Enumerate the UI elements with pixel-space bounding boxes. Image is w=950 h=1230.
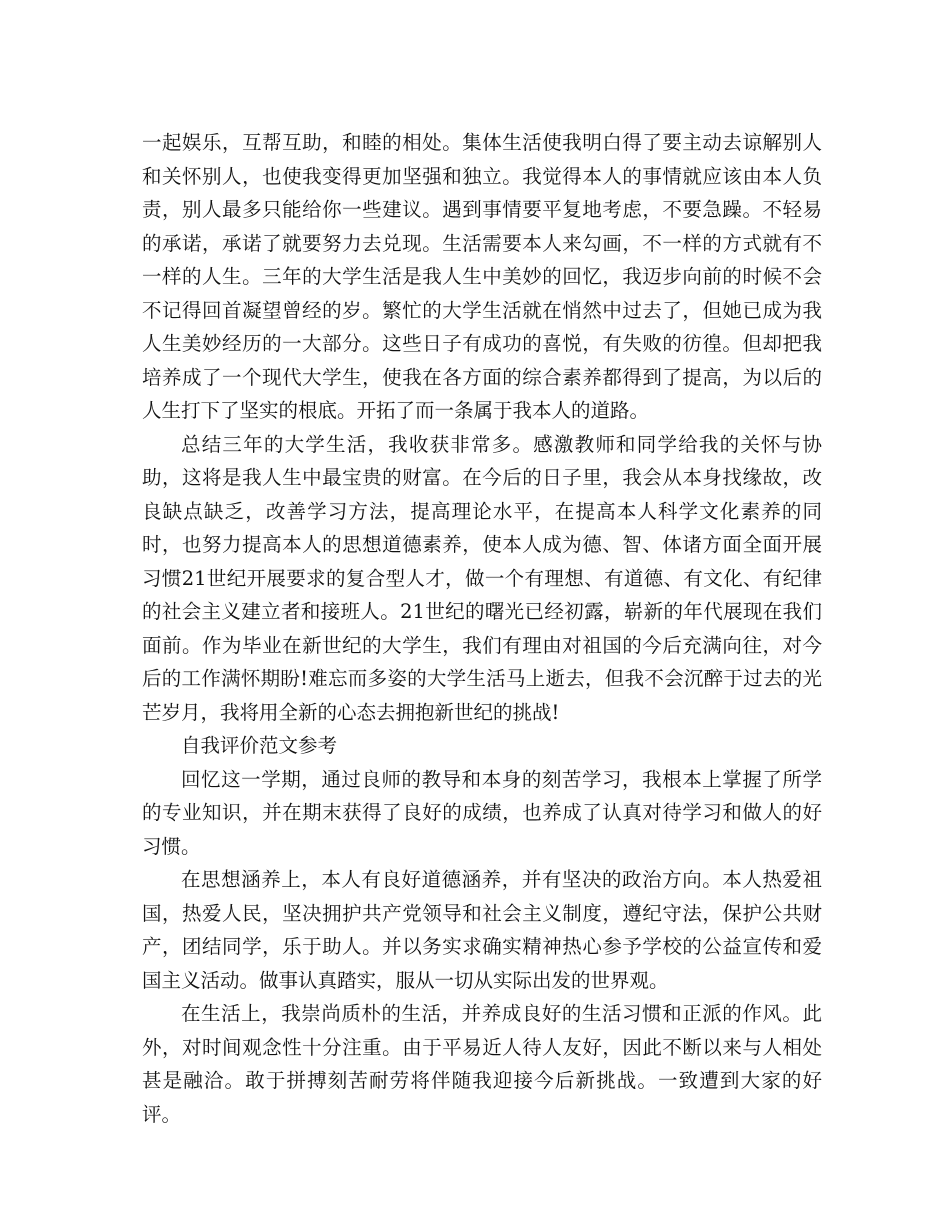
paragraph-campus-life: 一起娱乐，互帮互助，和睦的相处。集体生活使我明白得了要主动去谅解别人和关怀别人，也使我变得更加坚强和独立。我觉得本人的事情就应该由本人负责，别人最多只能给你一些建议。遇到事情要平复地考虑，不要急躁。不轻易的承诺，承诺了就要努力去兑现。生活需要本人来勾画，不一样的方式就有不一样的人生。三年的大学生活是我人生中美妙的回忆，我迈步向前的时候不会不记得回首凝望曾经的岁。繁忙的大学生活就在悄然中过去了，但她已成为我人生美妙经历的一大部分。这些日子有成功的喜悦，有失败的彷徨。但却把我培养成了一个现代大学生，使我在各方面的综合素养都得到了提高，为以后的人生打下了坚实的根底。开拓了而一条属于我本人的道路。	[142, 131, 822, 422]
document-body	[142, 126, 822, 1131]
section-heading: 自我评价范文参考	[181, 734, 338, 757]
paragraph-lifestyle: 在生活上，我崇尚质朴的生活，并养成良好的生活习惯和正派的作风。此外，对时间观念性十分注重。由于平易近人待人友好，因此不断以来与人相处甚是融洽。敢于拼搏刻苦耐劳将伴随我迎接今后新挑战。一致遭到大家的好评。	[142, 1002, 822, 1126]
paragraph-ideology: 在思想涵养上，本人有良好道德涵养，并有坚决的政治方向。本人热爱祖国，热爱人民，坚决拥护共产党领导和社会主义制度，遵纪守法，保护公共财产，团结同学，乐于助人。并以务实求确实精神热心参予学校的公益宣传和爱国主义活动。做事认真踏实，服从一切从实际出发的世界观。	[142, 868, 822, 992]
paragraph-summary: 总结三年的大学生活，我收获非常多。感激教师和同学给我的关怀与协助，这将是我人生中最宝贵的财富。在今后的日子里，我会从本身找缘故，改良缺点缺乏，改善学习方法，提高理论水平，在提高本人科学文化素养的同时，也努力提高本人的思想道德素养，使本人成为德、智、体诸方面全面开展习惯21世纪开展要求的复合型人才，做一个有理想、有道德、有文化、有纪律的社会主义建立者和接班人。21世纪的曙光已经初露，崭新的年代展现在我们面前。作为毕业在新世纪的大学生，我们有理由对祖国的今后充满向往，对今后的工作满怀期盼!难忘而多姿的大学生活马上逝去，但我不会沉醉于过去的光芒岁月，我将用全新的心态去拥抱新世纪的挑战!	[142, 432, 822, 724]
paragraph-semester-review: 回忆这一学期，通过良师的教导和本身的刻苦学习，我根本上掌握了所学的专业知识，并在期末获得了良好的成绩，也养成了认真对待学习和做人的好习惯。	[142, 767, 822, 858]
